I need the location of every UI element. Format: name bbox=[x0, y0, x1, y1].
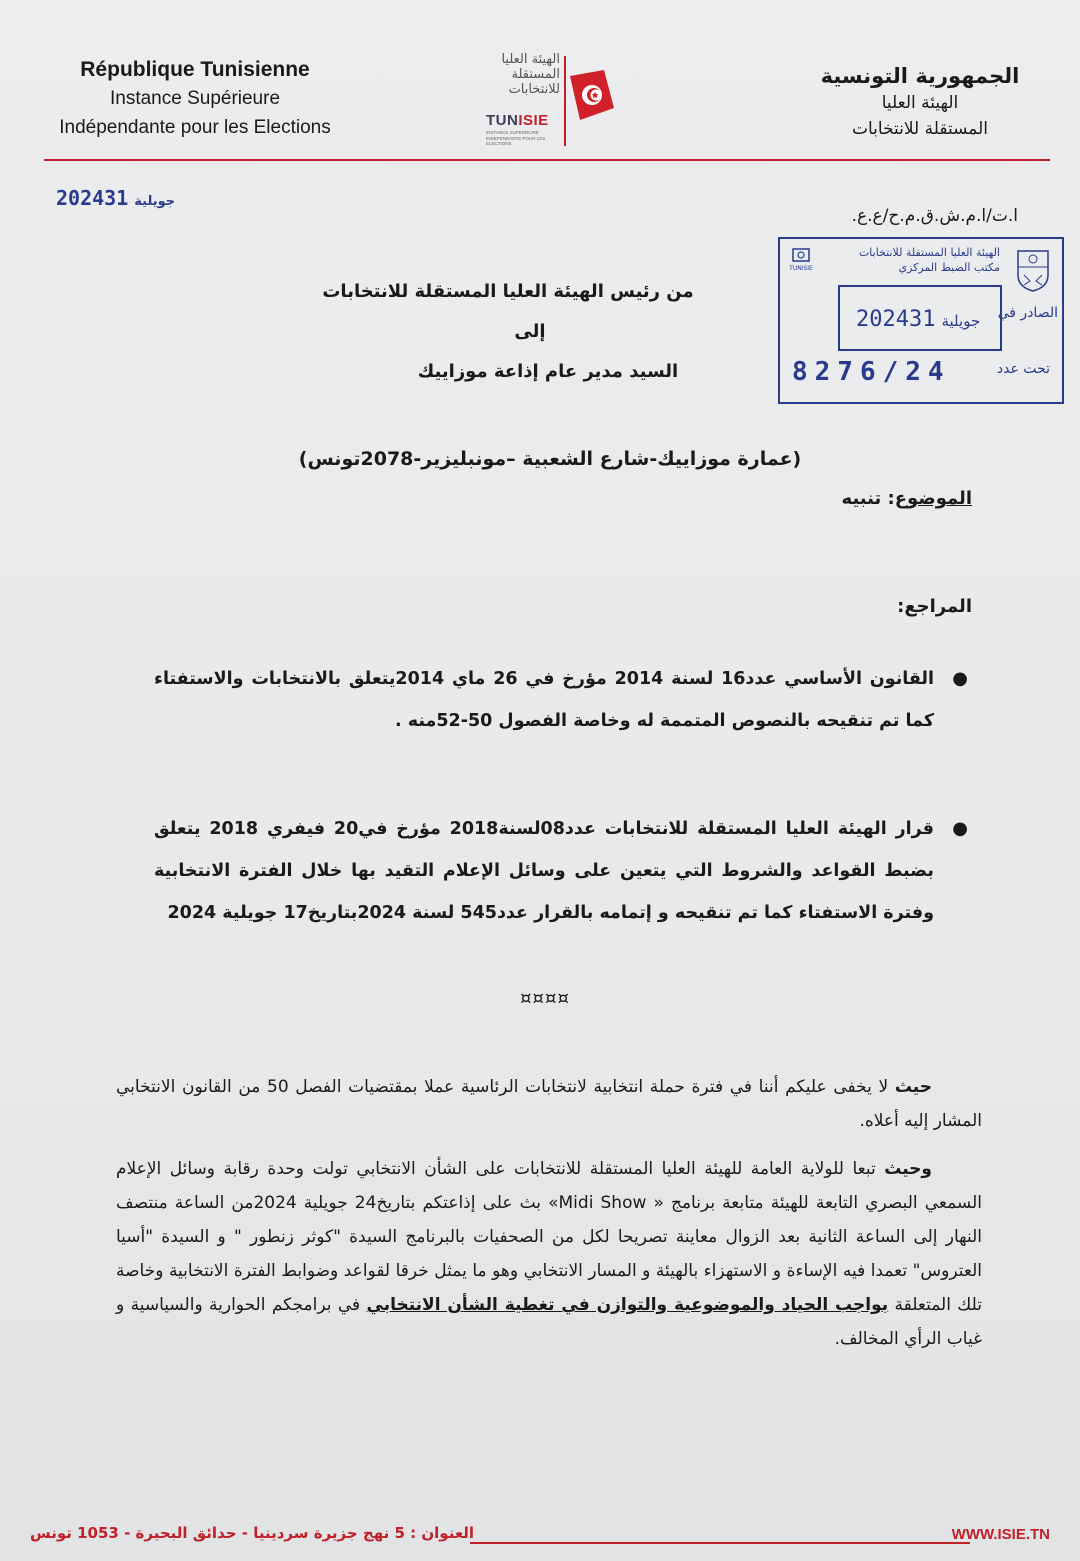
paragraph-2 bbox=[116, 1152, 982, 1356]
fr-header-line3: Indépendante pour les Elections bbox=[59, 117, 331, 138]
arabic-header bbox=[790, 62, 1050, 142]
french-header bbox=[40, 56, 350, 142]
footer-rule bbox=[470, 1542, 970, 1544]
stamp-top-line1: الهيئة العليا المستقلة للانتخابات bbox=[858, 246, 1000, 259]
fr-header-line2: Instance Supérieure bbox=[109, 88, 281, 109]
p2-text-b: في برامجكم الحوارية والسياسية و غياب الرأي المخالف. bbox=[116, 1295, 982, 1349]
logo-brand-a: TUN bbox=[486, 112, 519, 129]
p2-underlined: بواجب الحياد والموضوعية والتوازن في تغطية الشأن الانتخابي bbox=[366, 1295, 889, 1315]
recipient-address: (عمارة موزاييك-شارع الشعبية –مونبليزير-2078تونس) bbox=[298, 448, 802, 470]
paragraph-1 bbox=[116, 1070, 982, 1138]
stamp-flag-icon bbox=[792, 247, 810, 263]
bullet-icon: ● bbox=[952, 818, 968, 839]
stamp-issued-label: الصادر في bbox=[997, 305, 1058, 321]
recipient: السيد مدير عام إذاعة موزاييك bbox=[417, 361, 679, 382]
logo-brand-b: ISIE bbox=[518, 112, 549, 129]
isie-logo bbox=[480, 52, 620, 152]
stamp-mini-logo bbox=[784, 247, 818, 285]
footer-address: العنوان : 5 نهج جزيرة سردينيا - حدائق البحيرة - 1053 تونس bbox=[30, 1524, 475, 1542]
republic-emblem-icon bbox=[1014, 245, 1052, 293]
date-year: 2024 bbox=[56, 186, 105, 210]
ar-header-line3: المستقلة للانتخابات bbox=[851, 119, 989, 139]
reference-text-2: قرار الهيئة العليا المستقلة للانتخابات عدد08لسنة2018 مؤرخ في20 فيفري 2018 يتعلق بضبط القواعد والشروط التي يتعين على وسائل الإعلام التقيد بها خلال الفترة الانتخابية وفترة الاستفتاء كما تم تنقيحه و إتمامه بالقرار عدد545 لسنة 2024بتاريخ17 جويلية 2024 bbox=[154, 819, 935, 923]
date-day: 31 bbox=[104, 186, 129, 210]
reference-item bbox=[154, 808, 968, 934]
p2-lead: وحيث bbox=[884, 1159, 932, 1179]
reference-text-1: القانون الأساسي عدد16 لسنة 2014 مؤرخ في 26 ماي 2014يتعلق بالانتخابات والاستفتاء كما تم تنقيحه بالنصوص المتممة له وخاصة الفصول 50-52منه . bbox=[154, 669, 934, 731]
reference-code: ا.ت/ا.م.ش.ق.م.ح/ع.ع. bbox=[851, 206, 1018, 226]
sender: من رئيس الهيئة العليا المستقلة للانتخابات bbox=[322, 281, 694, 302]
footer bbox=[30, 1520, 1070, 1550]
date-stamp bbox=[56, 186, 181, 210]
stamp-date-month: جويلية bbox=[941, 312, 981, 330]
logo-brand bbox=[486, 112, 560, 129]
section-separator: ¤¤¤¤ bbox=[520, 988, 570, 1009]
p2-text-a: تبعا للولاية العامة للهيئة العليا المستقلة للانتخابات على الشأن الانتخابي تولت وحدة رقابة وسائل الإعلام السمعي البصري التابعة للهيئة متابعة برنامج « Midi Show» بث على إذاعتكم بتاريخ24 جويلية 2024من الساعة منتصف النهار إلى الساعة الثانية بعد الزوال معاينة تصريحا لكل من الصحفيات بالبرنامج السيدة "كوثر زنطور " و السيدة "أسيا العتروس" تعمدا فيه الإساءة و الاستهزاء بالهيئة و المسار الانتخابي وهو ما يمثل خرقا لقواعد وضوابط الفترة الانتخابية وخاصة تلك المتعلقة bbox=[116, 1159, 982, 1315]
stamp-number: 8276/24 bbox=[792, 357, 951, 387]
registry-stamp bbox=[778, 237, 1064, 404]
stamp-date-day: 31 bbox=[908, 307, 936, 332]
header-rule bbox=[44, 159, 1050, 161]
logo-divider bbox=[564, 56, 566, 146]
stamp-mini-logo-text: TUNISIE bbox=[789, 265, 813, 272]
reference-item bbox=[154, 658, 968, 742]
logo-subtitle: INSTANCE SUPERIEURE INDEPENDANTE POUR LES ELECTIONS bbox=[486, 130, 546, 146]
tunisian-flag-icon bbox=[568, 68, 616, 134]
stamp-date bbox=[856, 307, 986, 332]
stamp-date-year: 2024 bbox=[856, 307, 909, 332]
logo-arabic-text: الهيئة العليا المستقلة للانتخابات bbox=[501, 52, 560, 97]
subject-label: الموضوع bbox=[894, 488, 972, 509]
date-month: جويلية bbox=[134, 194, 176, 209]
references-title: المراجع: bbox=[897, 596, 972, 617]
subject-value: : تنبيه bbox=[841, 488, 895, 509]
ar-header-line2: الهيئة العليا bbox=[881, 93, 959, 113]
subject-line bbox=[842, 488, 972, 509]
bullet-icon: ● bbox=[952, 668, 968, 689]
footer-website: WWW.ISIE.TN bbox=[951, 1526, 1050, 1543]
ar-header-line1: الجمهورية التونسية bbox=[820, 64, 1020, 88]
p1-lead: حيث bbox=[894, 1077, 932, 1097]
stamp-top-line2: مكتب الضبط المركزي bbox=[898, 261, 1000, 274]
to-word: إلى bbox=[514, 321, 546, 342]
p1-text: لا يخفى عليكم أننا في فترة حملة انتخابية لانتخابات الرئاسية عملا بمقتضيات الفصل 50 من القانون الانتخابي المشار إليه أعلاه. bbox=[116, 1077, 982, 1131]
stamp-header bbox=[859, 245, 1000, 275]
fr-header-line1: République Tunisienne bbox=[80, 58, 310, 81]
stamp-number-label: تحت عدد bbox=[996, 361, 1050, 377]
